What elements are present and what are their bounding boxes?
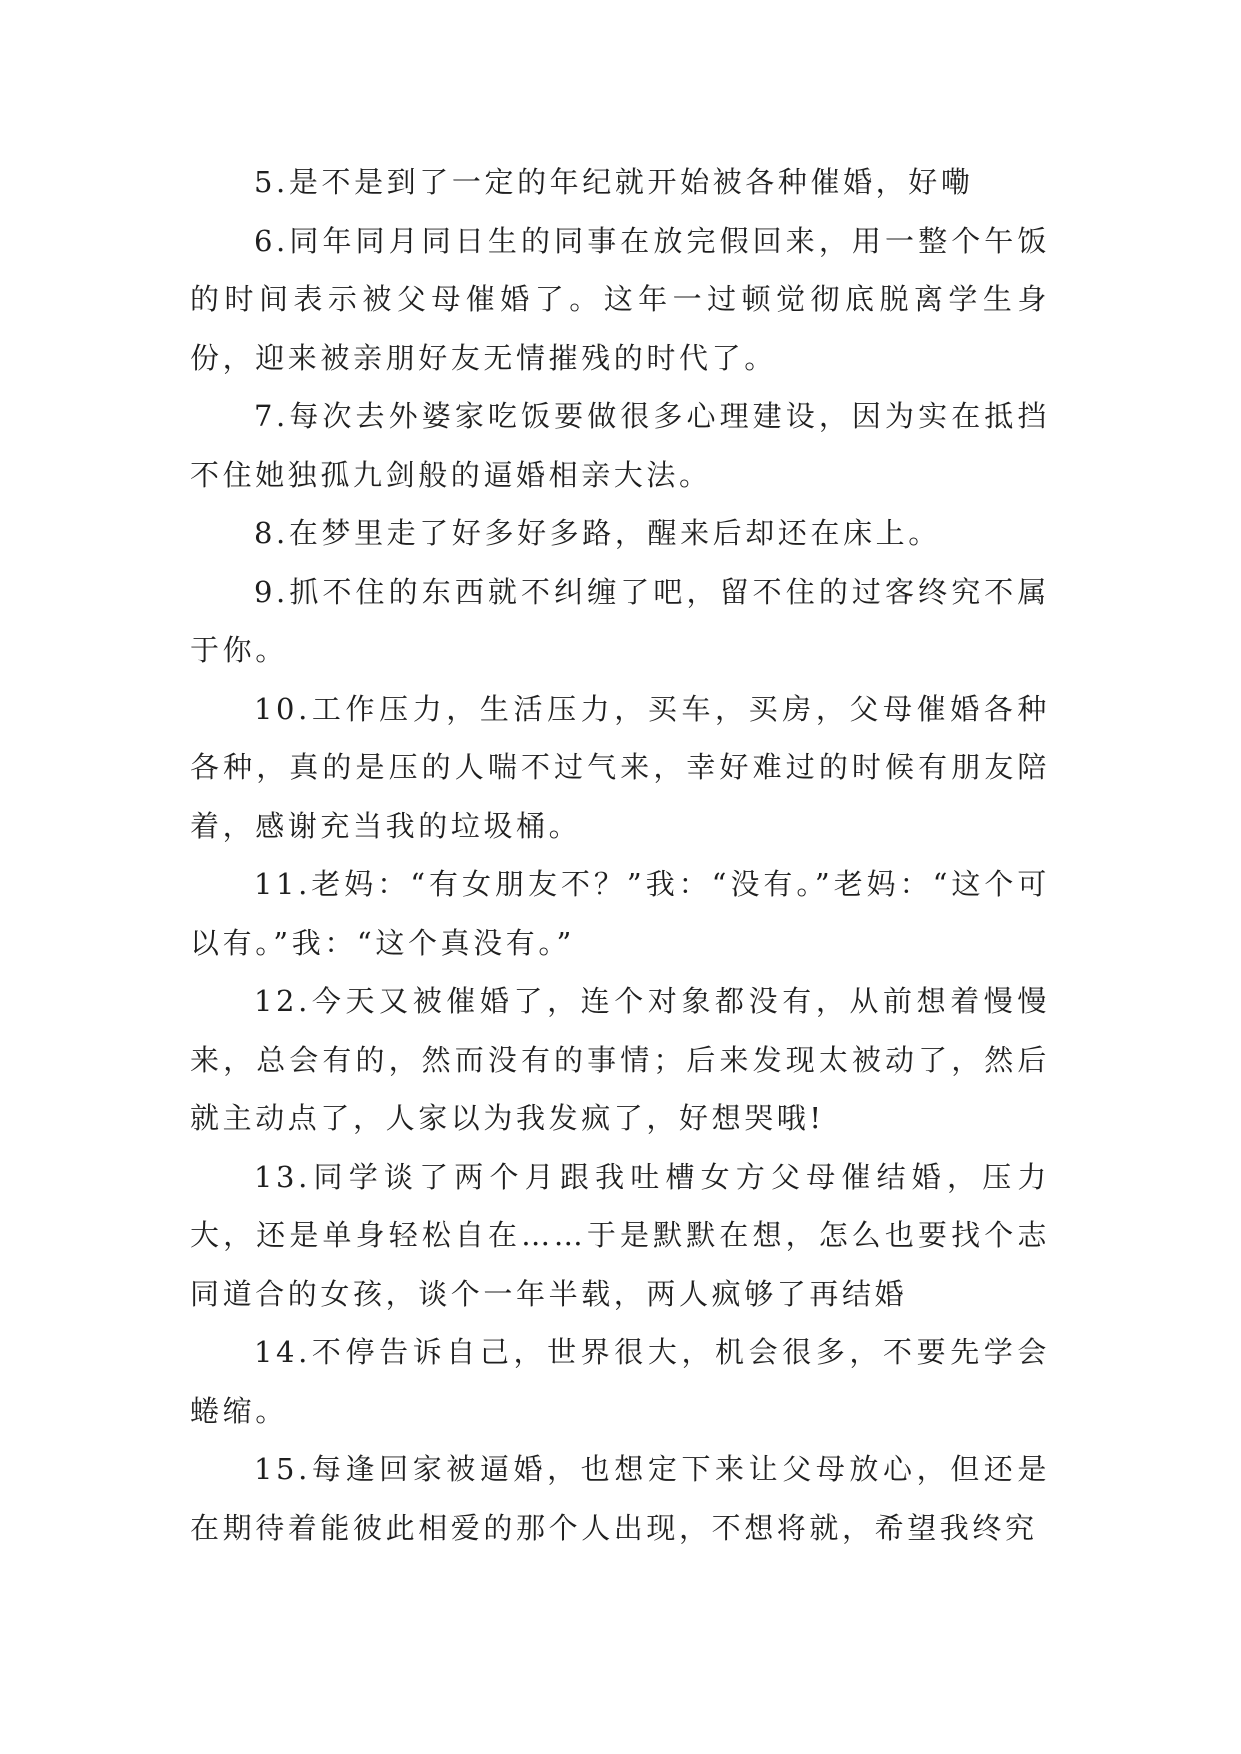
paragraph-10: 10.工作压力，生活压力，买车，买房，父母催婚各种各种，真的是压的人喘不过气来，幸好难过的时候有朋友陪着，感谢充当我的垃圾桶。 — [190, 691, 1050, 843]
paragraph-8: 8.在梦里走了好多好多路，醒来后却还在床上。 — [254, 516, 941, 550]
paragraph-11: 11.老妈：“有女朋友不？”我：“没有。”老妈：“这个可以有。”我：“这个真没有。” — [190, 867, 1050, 960]
paragraph-12: 12.今天又被催婚了，连个对象都没有，从前想着慢慢来，总会有的，然而没有的事情；后来发现太被动了，然后就主动点了，人家以为我发疯了，好想哭哦! — [190, 984, 1050, 1135]
paragraph-15: 15.每逢回家被逼婚，也想定下来让父母放心，但还是在期待着能彼此相爱的那个人出现，不想将就，希望我终究 — [190, 1452, 1050, 1545]
paragraph-9: 9.抓不住的东西就不纠缠了吧，留不住的过客终究不属于你。 — [190, 574, 1050, 667]
paragraph-5: 5.是不是到了一定的年纪就开始被各种催婚，好嘞 — [254, 165, 974, 199]
paragraph-14: 14.不停告诉自己，世界很大，机会很多，不要先学会蜷缩。 — [190, 1335, 1050, 1428]
paragraph-7: 7.每次去外婆家吃饭要做很多心理建设，因为实在抵挡不住她独孤九剑般的逼婚相亲大法。 — [190, 399, 1050, 492]
paragraph-6: 6.同年同月同日生的同事在放完假回来，用一整个午饭的时间表示被父母催婚了。这年一过顿觉彻底脱离学生身份，迎来被亲朋好友无情摧残的时代了。 — [190, 223, 1050, 375]
paragraph-13: 13.同学谈了两个月跟我吐槽女方父母催结婚，压力大，还是单身轻松自在……于是默默在想，怎么也要找个志同道合的女孩，谈个一年半载，两人疯够了再结婚 — [190, 1159, 1050, 1311]
document-body — [190, 153, 1050, 1557]
